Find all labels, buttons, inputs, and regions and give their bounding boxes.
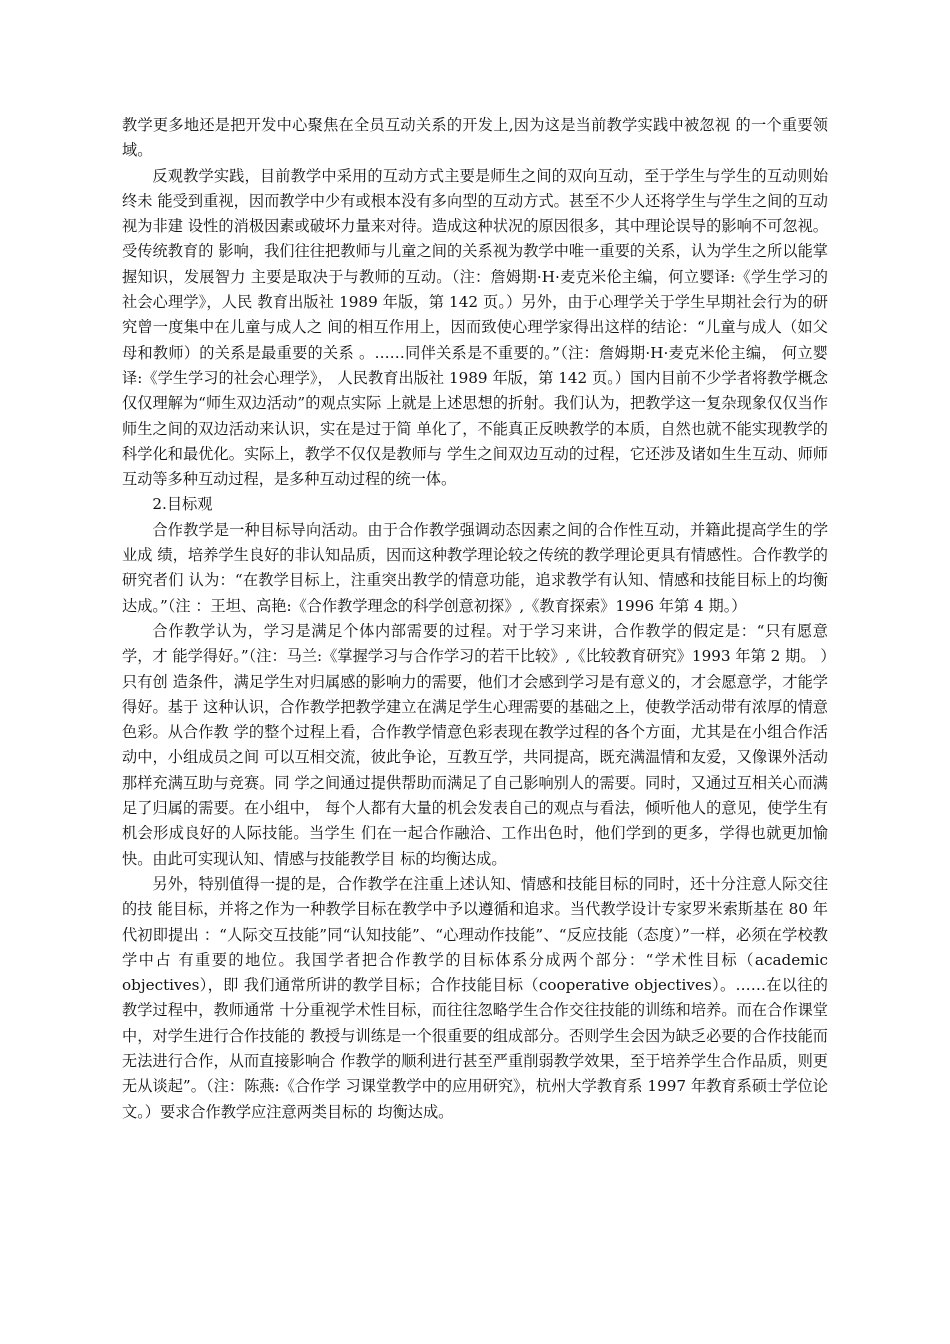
paragraph-goal-oriented: 合作教学是一种目标导向活动。由于合作教学强调动态因素之间的合作性互动，并籍此提高学生的学业成 绩，培养学生良好的非认知品质，因而这种教学理论较之传统的教学理论更具有情感性。合作教学的研究者们 认为：“在教学目标上，注重突出教学的情意功能，追求教学有认知、情感和技能目标上的均衡达成。”（注 ：王坦、高艳:《合作教学理念的科学创意初探》,《教育探索》1996 年第 4 期。） [122,520,828,615]
paragraph-interaction-practice: 反观教学实践，目前教学中采用的互动方式主要是师生之间的双向互动，至于学生与学生的互动则始终未 能受到重视，因而教学中少有或根本没有多向型的互动方式。甚至不少人还将学生与学生之间的互动视为非建 设性的消极因素或破坏力量来对待。造成这种状况的原因很多，其中理论误导的影响不可忽视。受传统教育的 影响，我们往往把教师与儿童之间的关系视为教学中唯一重要的关系，认为学生之所以能掌握知识，发展智力 主要是取决于与教师的互动。（注：詹姆期·H·麦克米伦主编，何立婴译:《学生学习的社会心理学》，人民 教育出版社 1989 年版，第 142 页。）另外，由于心理学关于学生早期社会行为的研究曾一度集中在儿童与成人之 间的相互作用上，因而致使心理学家得出这样的结论：“儿童与成人（如父母和教师）的关系是最重要的关系 。……同伴关系是不重要的。”（注：詹姆期·H·麦克米伦主编， 何立婴译:《学生学习的社会心理学》， 人民教育出版社 1989 年版，第 142 页。）国内目前不少学者将教学概念仅仅理解为“师生双边活动”的观点实际 上就是上述思想的折射。我们认为，把教学这一复杂现象仅仅当作师生之间的双边活动来认识，实在是过于简 单化了，不能真正反映教学的本质，自然也就不能实现教学的科学化和最优化。实际上，教学不仅仅是教师与 学生之间双边互动的过程，它还涉及诸如生生互动、师师互动等多种互动过程，是多种互动过程的统一体。 [122,166,828,489]
paragraph-continuation: 教学更多地还是把开发中心聚焦在全员互动关系的开发上,因为这是当前教学实践中被忽视 的一个重要领域。 [122,116,828,160]
paragraph-interpersonal-skills: 另外，特别值得一提的是，合作教学在注重上述认知、情感和技能目标的同时，还十分注意人际交往的技 能目标，并将之作为一种教学目标在教学中予以遵循和追求。当代教学设计专家罗米索斯基在 80 年代初即提出 ：“人际交互技能”同“认知技能”、“心理动作技能”、“反应技能（态度）”一样，必须在学校教学中占 有重要的地位。我国学者把合作教学的目标体系分成两个部分：“学术性目标（academic objectives），即 我们通常所讲的教学目标；合作技能目标（cooperative objectives）。……在以往的教学过程中，教师通常 十分重视学术性目标，而往往忽略学生合作交往技能的训练和培养。而在合作课堂中，对学生进行合作技能的 教授与训练是一个很重要的组成部分。否则学生会因为缺乏必要的合作技能而无法进行合作，从而直接影响合 作教学的顺利进行甚至严重削弱教学效果，至于培养学生合作品质，则更无从谈起”。（注：陈燕:《合作学 习课堂教学中的应用研究》，杭州大学教育系 1997 年教育系硕士学位论文。）要求合作教学应注意两类目标的 均衡达成。 [122,874,828,1121]
paragraph-learning-needs: 合作教学认为，学习是满足个体内部需要的过程。对于学习来讲，合作教学的假定是：“只有愿意学，才 能学得好。”（注：马兰:《掌握学习与合作学习的若干比较》,《比较教育研究》1993 年第 2 期。 ）只有创 造条件，满足学生对归属感的影响力的需要，他们才会感到学习是有意义的，才会愿意学，才能学得好。基于 这种认识，合作教学把教学建立在满足学生心理需要的基础之上，使教学活动带有浓厚的情意色彩。从合作教 学的整个过程上看，合作教学情意色彩表现在教学过程的各个方面，尤其是在小组合作活动中，小组成员之间 可以互相交流，彼此争论，互教互学，共同提高，既充满温情和友爱，又像课外活动那样充满互助与竞赛。同 学之间通过提供帮助而满足了自己影响别人的需要。同时，又通过互相关心而满足了归属的需要。在小组中， 每个人都有大量的机会发表自己的观点与看法，倾听他人的意见，使学生有机会形成良好的人际技能。当学生 们在一起合作融洽、工作出色时，他们学到的更多，学得也就更加愉快。由此可实现认知、情感与技能教学目 标的均衡达成。 [122,621,828,868]
document-page [122,113,828,1125]
section-heading-goal-view: 2.目标观 [152,495,213,514]
